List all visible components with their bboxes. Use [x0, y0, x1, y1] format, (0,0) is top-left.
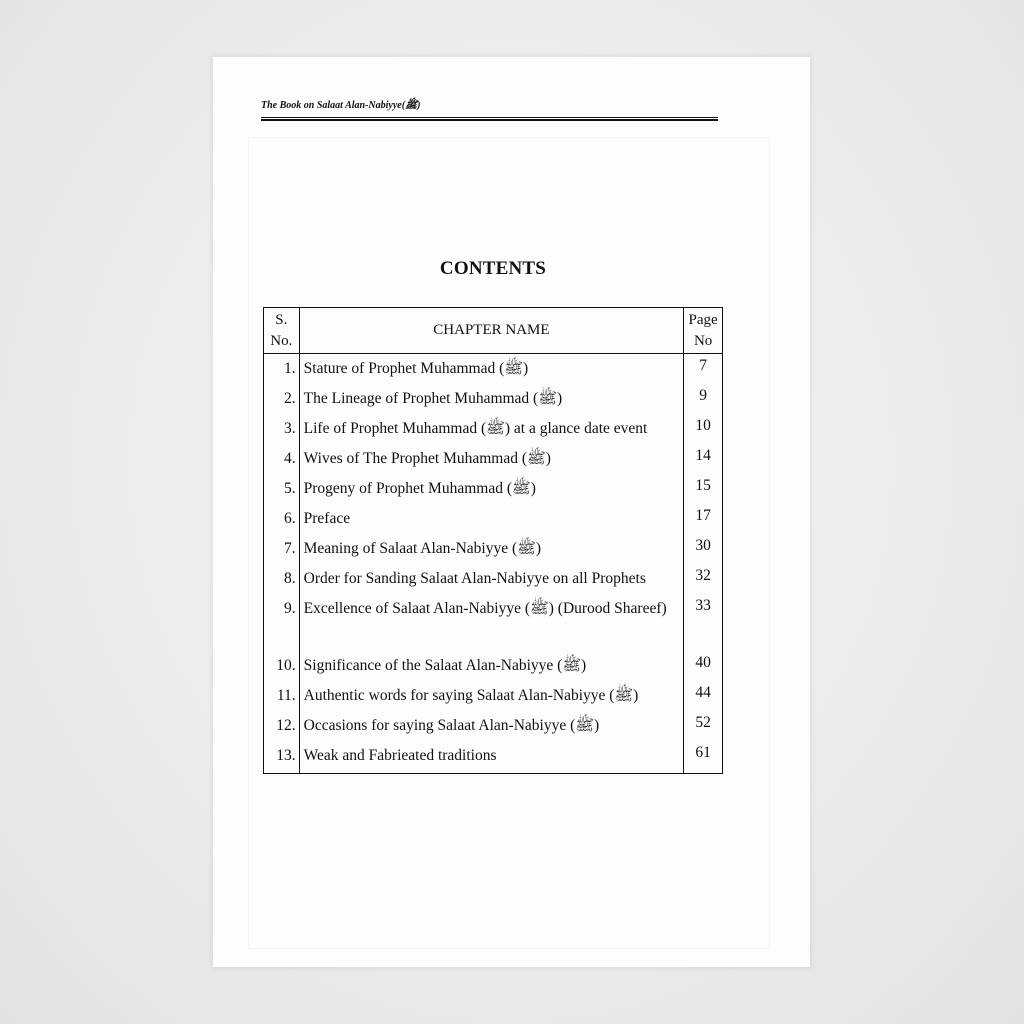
table-row	[264, 354, 723, 385]
header-serial-line2: No.	[270, 332, 293, 349]
chapter-page-number: 7	[684, 354, 723, 385]
chapter-name: Excellence of Salaat Alan-Nabiyye (ﷺ) (Durood Shareef)	[299, 594, 684, 651]
chapter-page-number: 44	[684, 681, 723, 711]
chapter-name: Stature of Prophet Muhammad (ﷺ)	[299, 354, 684, 385]
chapter-page-number: 33	[684, 594, 723, 651]
page-title: CONTENTS	[439, 258, 547, 279]
chapter-page-number: 14	[684, 444, 723, 474]
table-row	[264, 504, 723, 534]
chapter-name: Life of Prophet Muhammad (ﷺ) at a glance date event	[299, 414, 684, 444]
table-header-row	[264, 308, 723, 354]
chapter-page-number: 9	[684, 384, 723, 414]
book-page	[213, 57, 810, 967]
chapter-name: Progeny of Prophet Muhammad (ﷺ)	[299, 474, 684, 504]
table-row	[264, 414, 723, 444]
table-row	[264, 651, 723, 681]
chapter-name: The Lineage of Prophet Muhammad (ﷺ)	[299, 384, 684, 414]
table-row	[264, 741, 723, 774]
chapter-serial-number: 10.	[264, 651, 300, 681]
table-row	[264, 384, 723, 414]
chapter-name: Weak and Fabrieated traditions	[299, 741, 684, 774]
header-page-line1: Page	[688, 311, 718, 328]
chapter-page-number: 61	[684, 741, 723, 774]
chapter-serial-number: 8.	[264, 564, 300, 594]
table-row	[264, 711, 723, 741]
chapter-page-number: 10	[684, 414, 723, 444]
chapter-serial-number: 6.	[264, 504, 300, 534]
table-row	[264, 681, 723, 711]
table-row	[264, 534, 723, 564]
chapter-name: Significance of the Salaat Alan-Nabiyye (ﷺ)	[299, 651, 684, 681]
header-rule	[261, 117, 718, 121]
chapter-page-number: 30	[684, 534, 723, 564]
running-head: The Book on Salaat Alan-Nabiyye(ﷺ)	[261, 100, 421, 111]
chapter-serial-number: 12.	[264, 711, 300, 741]
table-row	[264, 444, 723, 474]
chapter-page-number: 52	[684, 711, 723, 741]
header-serial-line1: S.	[275, 311, 288, 328]
table-row	[264, 474, 723, 504]
chapter-name: Authentic words for saying Salaat Alan-Nabiyye (ﷺ)	[299, 681, 684, 711]
chapter-name: Preface	[299, 504, 684, 534]
chapter-name: Wives of The Prophet Muhammad (ﷺ)	[299, 444, 684, 474]
chapter-page-number: 15	[684, 474, 723, 504]
chapter-serial-number: 3.	[264, 414, 300, 444]
chapter-serial-number: 1.	[264, 354, 300, 385]
chapter-serial-number: 11.	[264, 681, 300, 711]
contents-table-body	[264, 354, 723, 774]
chapter-name: Occasions for saying Salaat Alan-Nabiyye (ﷺ)	[299, 711, 684, 741]
chapter-page-number: 17	[684, 504, 723, 534]
chapter-page-number: 32	[684, 564, 723, 594]
chapter-serial-number: 7.	[264, 534, 300, 564]
chapter-name: Order for Sanding Salaat Alan-Nabiyye on all Prophets	[299, 564, 684, 594]
table-row	[264, 564, 723, 594]
header-serial-number	[264, 308, 300, 354]
chapter-name: Meaning of Salaat Alan-Nabiyye (ﷺ)	[299, 534, 684, 564]
chapter-page-number: 40	[684, 651, 723, 681]
chapter-serial-number: 13.	[264, 741, 300, 774]
table-row	[264, 594, 723, 651]
contents-table	[263, 307, 723, 774]
header-page-number	[684, 308, 723, 354]
chapter-serial-number: 5.	[264, 474, 300, 504]
chapter-serial-number: 9.	[264, 594, 300, 651]
header-chapter-name: CHAPTER NAME	[299, 308, 684, 354]
chapter-serial-number: 4.	[264, 444, 300, 474]
header-page-line2: No	[693, 332, 713, 349]
chapter-serial-number: 2.	[264, 384, 300, 414]
